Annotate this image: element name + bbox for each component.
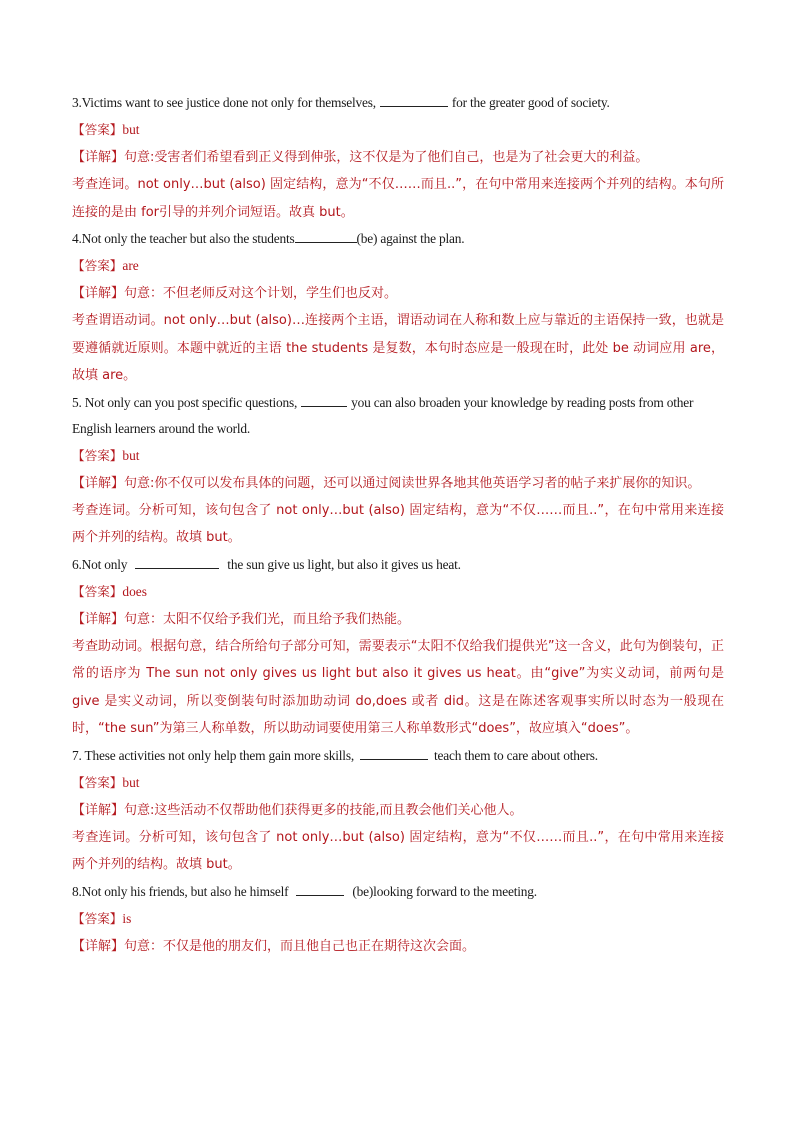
answer-label: 【答案】 [72, 774, 123, 790]
question-suffix: you can also broaden your knowledge by reading posts from other English learners around the world. [72, 394, 694, 436]
detail-text: 句意:你不仅可以发布具体的问题，还可以通过阅读世界各地其他英语学习者的帖子来扩展你的知识。 [124, 475, 701, 491]
question-block [72, 879, 724, 960]
question-text [72, 552, 724, 578]
analysis-text: 考查助动词。根据句意，结合所给句子部分可知，需要表示“太阳不仅给我们提供光”这一含义，此句为倒装句，正常的语序为 The sun not only gives us light but also it gives us heat。由“give”为实义动词，前两句是 give 是实义动词，所以变倒装句时添加助动词 do,does 或者 did。这是在陈述客观事实所以时态为一般现在时，“the sun”为第三人称单数，所以助动词要使用第三人称单数形式“does”，故应填入“does”。 [72, 638, 724, 736]
detail-line [72, 280, 724, 307]
question-prefix: 5. Not only can you post specific questions, [72, 394, 298, 410]
question-prefix: 8.Not only his friends, but also he himself [72, 883, 289, 899]
detail-text: 句意:这些活动不仅帮助他们获得更多的技能,而且教会他们关心他人。 [124, 802, 523, 818]
analysis-text: 考查连词。分析可知，该句包含了 not only…but (also) 固定结构，意为“不仅……而且..”，在句中常用来连接两个并列的结构。故填 but。 [72, 502, 724, 545]
answer-blank [380, 92, 448, 107]
detail-line [72, 933, 724, 960]
detail-text: 句意：太阳不仅给予我们光，而且给予我们热能。 [124, 611, 411, 627]
question-suffix: the sun give us light, but also it gives us heat. [227, 556, 461, 572]
question-suffix: (be)looking forward to the meeting. [352, 883, 537, 899]
answer-label: 【答案】 [72, 258, 123, 273]
document-page [72, 90, 724, 960]
question-prefix: 4.Not only the teacher but also the students [72, 231, 295, 246]
answer-value: but [122, 774, 140, 790]
detail-line [72, 606, 724, 633]
answer-value: are [122, 258, 139, 273]
question-text [72, 879, 724, 905]
analysis-text: 考查谓语动词。not only…but (also)…连接两个主语，谓语动词在人称和数上应与靠近的主语保持一致，也就是要遵循就近原则。本题中就近的主语 the students 是复数，本句时态应是一般现在时，此处 be 动词应用 are，故填 are。 [72, 313, 724, 383]
answer-blank [301, 392, 347, 407]
answer-line [72, 769, 724, 797]
detail-line [72, 797, 724, 824]
question-suffix: teach them to care about others. [433, 747, 598, 763]
answer-value: but [122, 447, 140, 463]
detail-line [72, 470, 724, 497]
answer-value: is [122, 910, 132, 926]
question-suffix: for the greater good of society. [451, 95, 610, 110]
question-block [72, 226, 724, 390]
question-text [72, 226, 724, 252]
answer-value: but [122, 122, 140, 137]
question-text [72, 390, 724, 442]
answer-label: 【答案】 [72, 447, 123, 463]
detail-text: 句意：不但老师反对这个计划，学生们也反对。 [124, 286, 398, 301]
answer-blank [296, 881, 344, 896]
question-text [72, 90, 724, 116]
detail-label: 【详解】 [72, 938, 125, 954]
question-text [72, 743, 724, 769]
question-suffix: (be) against the plan. [356, 231, 465, 246]
detail-label: 【详解】 [72, 802, 125, 818]
question-prefix: 6.Not only [72, 556, 128, 572]
question-block [72, 390, 724, 552]
answer-blank [360, 745, 428, 760]
analysis-text: 考查连词。not only…but (also) 固定结构，意为“不仅……而且..”，在句中常用来连接两个并列的结构。本句所连接的是由 for引导的并列介词短语。故真 but。 [72, 177, 724, 220]
answer-blank [295, 228, 357, 243]
question-block [72, 90, 724, 226]
answer-line [72, 116, 724, 144]
answer-blank [135, 554, 219, 569]
answer-line [72, 442, 724, 470]
question-block [72, 552, 724, 743]
answer-line [72, 905, 724, 933]
detail-label: 【详解】 [72, 150, 125, 165]
question-block [72, 743, 724, 879]
detail-text: 句意:受害者们希望看到正义得到伸张，这不仅是为了他们自己，也是为了社会更大的利益。 [124, 150, 649, 165]
answer-line [72, 252, 724, 280]
question-prefix: 7. These activities not only help them gain more skills, [72, 747, 354, 763]
detail-label: 【详解】 [72, 286, 125, 301]
question-prefix: 3.Victims want to see justice done not only for themselves, [72, 95, 376, 110]
answer-label: 【答案】 [72, 583, 123, 599]
analysis-text: 考查连词。分析可知，该句包含了 not only…but (also) 固定结构，意为“不仅……而且..”，在句中常用来连接两个并列的结构。故填 but。 [72, 829, 724, 872]
detail-line [72, 144, 724, 171]
detail-label: 【详解】 [72, 611, 125, 627]
answer-label: 【答案】 [72, 910, 123, 926]
detail-label: 【详解】 [72, 475, 125, 491]
detail-text: 句意：不仅是他的朋友们，而且他自己也正在期待这次会面。 [124, 938, 476, 954]
answer-value: does [122, 583, 147, 599]
answer-label: 【答案】 [72, 122, 123, 137]
answer-line [72, 578, 724, 606]
